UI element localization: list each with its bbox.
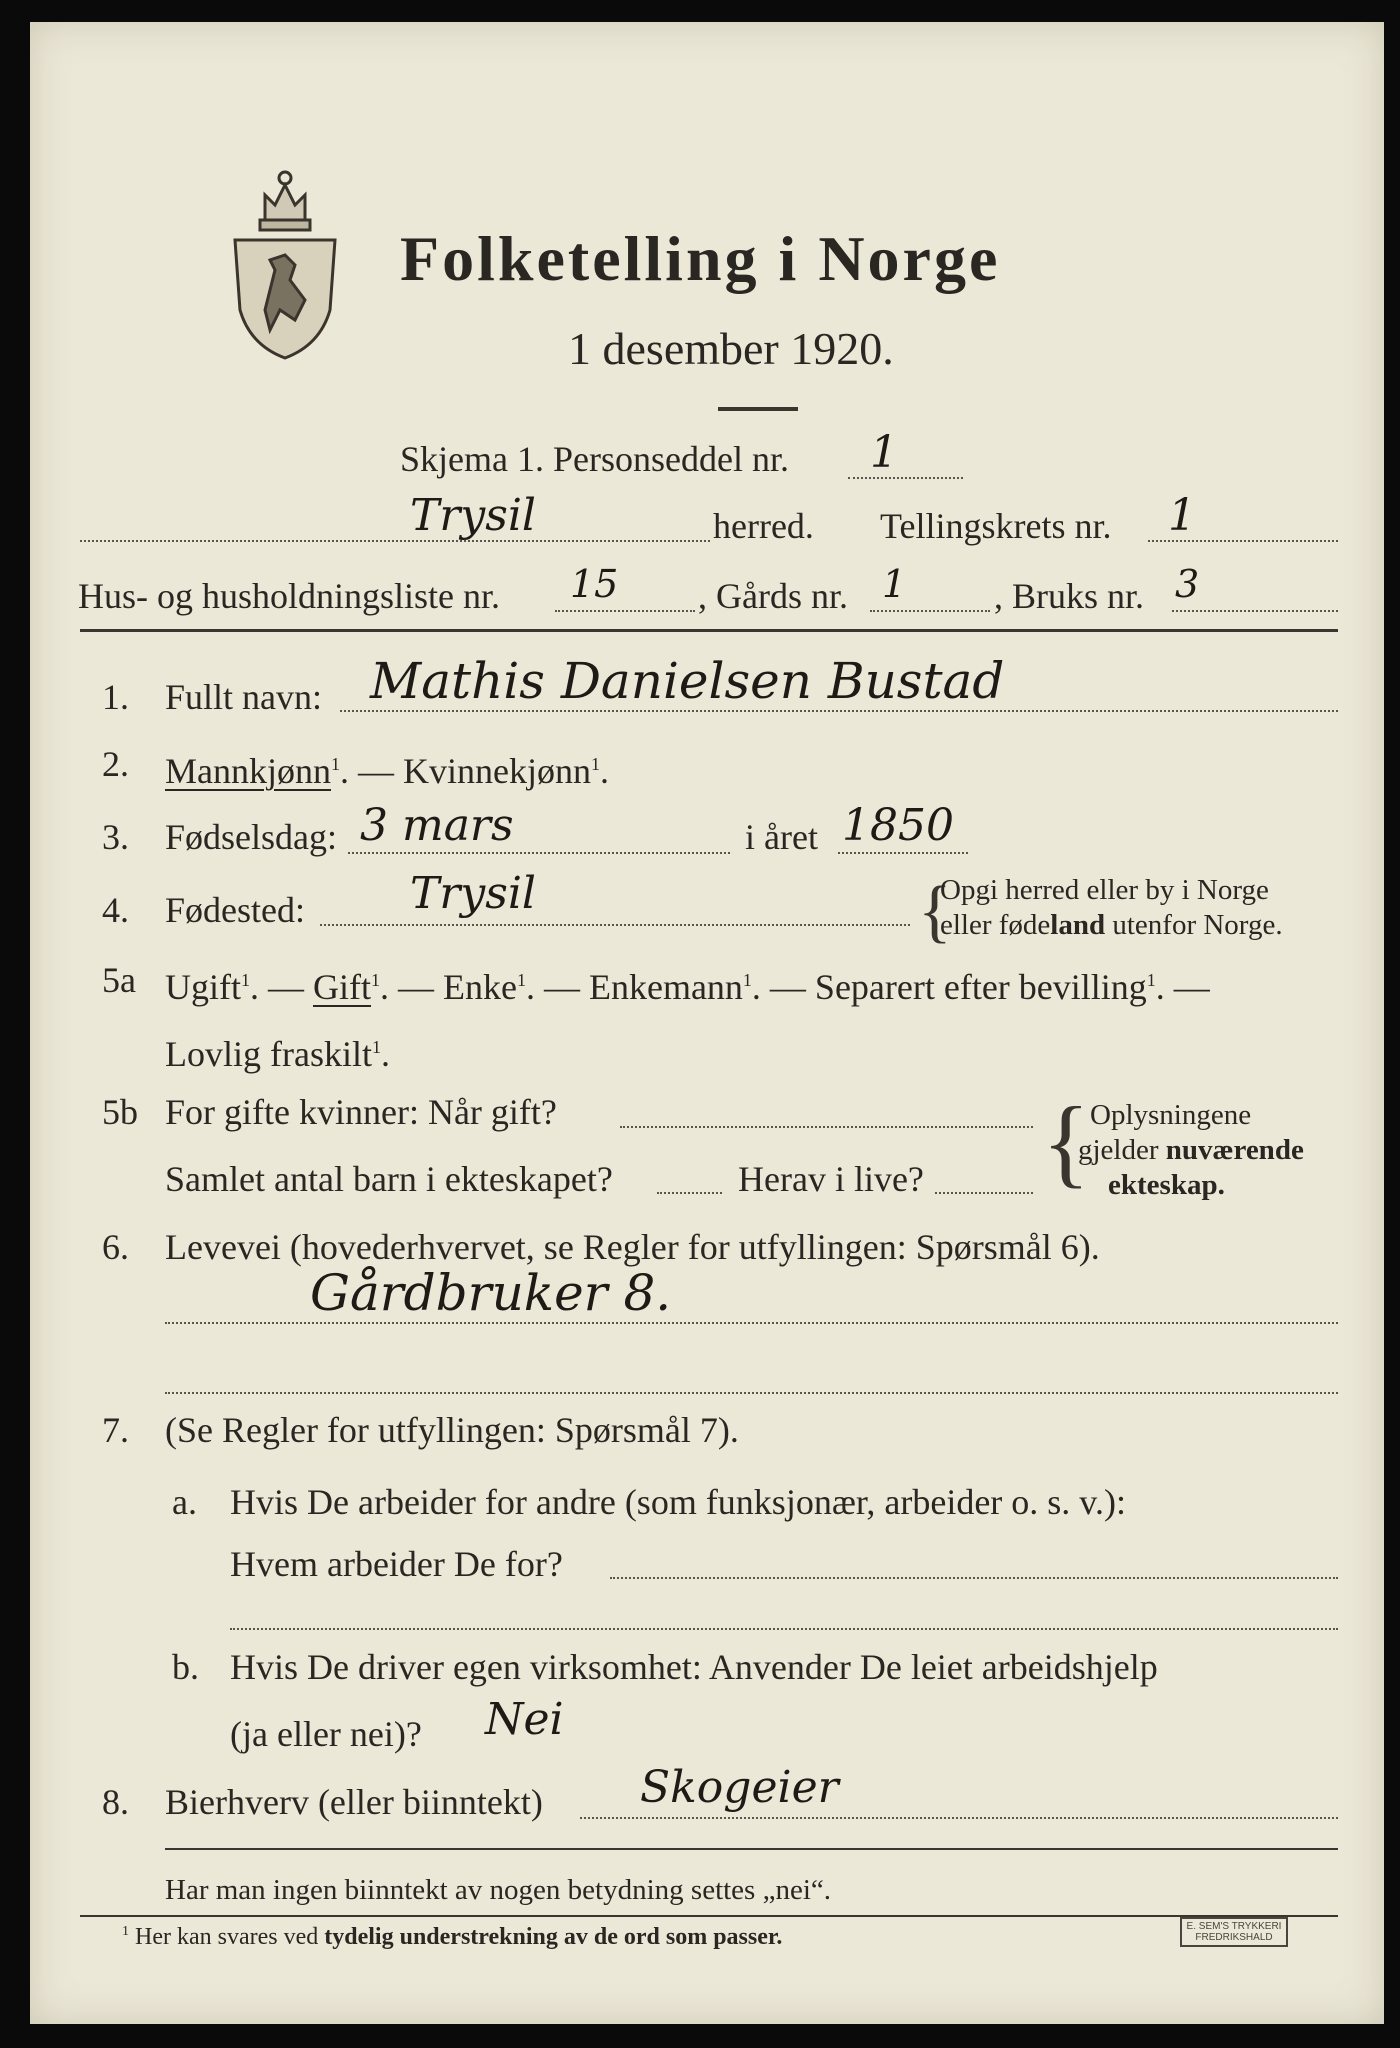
q5a-sup-b: 1 [371,970,380,990]
bruks-nr-value: 3 [1175,562,1200,606]
q5b-note2-a: gjelder [1078,1134,1166,1166]
footnote-text-b: tydelig understrekning av de ord som passer. [324,1924,783,1950]
q3-year-line [838,852,968,854]
q4-note-a: eller føde [940,909,1051,941]
q5a-separert: . — Separert efter bevilling [751,967,1147,1007]
stamp-line2: FREDRIKSHALD [1195,1932,1273,1943]
q5a-sep-b: . — [250,967,313,1007]
q6-line1 [165,1322,1338,1324]
tellingskrets-nr-value: 1 [1168,490,1196,541]
schema-label: Skjema 1. Personseddel nr. [400,439,789,479]
herred-label: herred. [713,506,814,546]
q2-number: 2. [102,744,129,784]
q5a-line2-end: . [380,1034,390,1074]
q7a-line1 [610,1577,1338,1579]
q5b-note3: ekteskap. [1108,1169,1225,1201]
q7b-letter: b. [172,1647,199,1687]
q7b-question: (ja eller nei)? [230,1714,422,1754]
q7-label: (Se Regler for utfyllingen: Spørsmål 7). [165,1410,739,1450]
header-rule [80,629,1338,632]
married-option: Gift [313,967,371,1007]
q7a-letter: a. [172,1482,197,1522]
q5a-line2 [165,1027,390,1074]
tellingskrets-label: Tellingskrets nr. [880,506,1112,546]
q8-number: 8. [102,1782,129,1822]
male-option: Mannkjønn [165,751,331,791]
q5b-married-line [620,1126,1033,1128]
herred-line [80,540,710,542]
q4-number: 4. [102,890,129,930]
q5a-sup-d: 1 [742,970,752,990]
bottom-rule [165,1848,1338,1850]
q7-number: 7. [102,1410,129,1450]
census-date: 1 desember 1920. [568,323,894,374]
q2-end: . [599,751,609,791]
form-title: Folketelling i Norge [400,223,1001,294]
census-form [30,22,1384,2024]
footnote [122,1917,782,1952]
q2-text [165,744,609,791]
q2-sup1: 1 [331,754,340,774]
q8-label: Bierhverv (eller biinntekt) [165,1782,543,1822]
hus-line [555,610,695,612]
q1-number: 1. [102,677,129,717]
q2-sup2: 1 [590,754,600,774]
q4-note-c: utenfor Norge. [1105,909,1283,941]
birthdate-value: 3 mars [360,800,514,851]
q3-year-label: i året [745,817,818,857]
q5a-number: 5a [102,960,136,1000]
q5b-children-label: Samlet antal barn i ekteskapet? [165,1159,613,1199]
q6-number: 6. [102,1227,129,1267]
q6-label: Levevei (hovederhvervet, se Regler for utfyllingen: Spørsmål 6). [165,1227,1100,1267]
q5a-enke: . — Enke [380,967,517,1007]
q5b-number: 5b [102,1092,138,1132]
bruks-label: , Bruks nr. [994,576,1145,616]
q4-note-b: land [1050,909,1106,941]
q4-note-line2 [940,907,1283,943]
q5a-sup-e: 1 [1146,970,1156,990]
gards-label: , Gårds nr. [698,576,848,616]
birthyear-value: 1850 [842,800,954,851]
q5a-end: . — [1155,967,1210,1007]
q5b-note2 [1078,1132,1304,1168]
q4-label: Fødested: [165,890,305,930]
hired-help-value: Nei [485,1694,564,1745]
q5b-label: For gifte kvinner: Når gift? [165,1092,557,1132]
title-divider [718,407,798,411]
footnote-text-a: Her kan svares ved [135,1924,325,1950]
q1-label: Fullt navn: [165,677,323,717]
q4-note-line1: Opgi herred eller by i Norge [940,874,1269,906]
q7a-question: Hvem arbeider De for? [230,1544,563,1584]
q5a-fraskilt: Lovlig fraskilt [165,1034,372,1074]
q6-line2 [165,1392,1338,1394]
hus-label: Hus- og husholdningsliste nr. [78,576,501,616]
gards-line [870,610,990,612]
bruks-line [1172,610,1338,612]
q5a-sup-a: 1 [241,970,250,990]
q3-line [348,852,730,854]
no-income-note: Har man ingen biinntekt av nogen betydning settes „nei“. [165,1874,832,1906]
coat-of-arms-icon [230,160,340,360]
hus-nr-value: 15 [570,562,619,606]
q2-rest: . — Kvinnekjønn [340,751,591,791]
q7b-text: Hvis De driver egen virksomhet: Anvender De leiet arbeidshjelp [230,1647,1158,1687]
q4-line [320,924,910,926]
q5b-note2-b: nuværende [1165,1134,1304,1166]
full-name-value: Mathis Danielsen Bustad [370,652,1005,710]
personseddel-nr-value: 1 [870,427,898,478]
birthplace-value: Trysil [410,868,536,919]
printer-stamp [1180,1917,1288,1947]
q4-brace: { [918,873,952,950]
q3-number: 3. [102,817,129,857]
q5b-children-line [657,1192,722,1194]
q5a-sup-c: 1 [516,970,526,990]
q5b-alive-label: Herav i live? [738,1159,924,1199]
stamp-line1: E. SEM'S TRYKKERI [1186,1921,1282,1932]
q5b-note1: Oplysningene [1090,1099,1252,1131]
side-occupation-value: Skogeier [640,1762,839,1813]
q1-line [340,710,1338,712]
q5b-alive-line [935,1192,1033,1194]
q7a-line2 [230,1628,1338,1630]
herred-value: Trysil [410,490,536,541]
q8-line [580,1817,1338,1819]
q3-label: Fødselsdag: [165,817,338,857]
q5a-line1 [165,960,1210,1007]
footnote-number: 1 [122,1924,129,1939]
occupation-value: Gårdbruker 8. [310,1264,672,1322]
gards-nr-value: 1 [882,562,907,606]
personseddel-line [848,477,963,479]
q5a-sup-f: 1 [371,1037,381,1057]
q5b-brace: { [1042,1086,1090,1197]
q5a-ugift: Ugift [165,967,241,1007]
q5a-enkemann: . — Enkemann [525,967,743,1007]
q7a-text: Hvis De arbeider for andre (som funksjonær, arbeider o. s. v.): [230,1482,1126,1522]
